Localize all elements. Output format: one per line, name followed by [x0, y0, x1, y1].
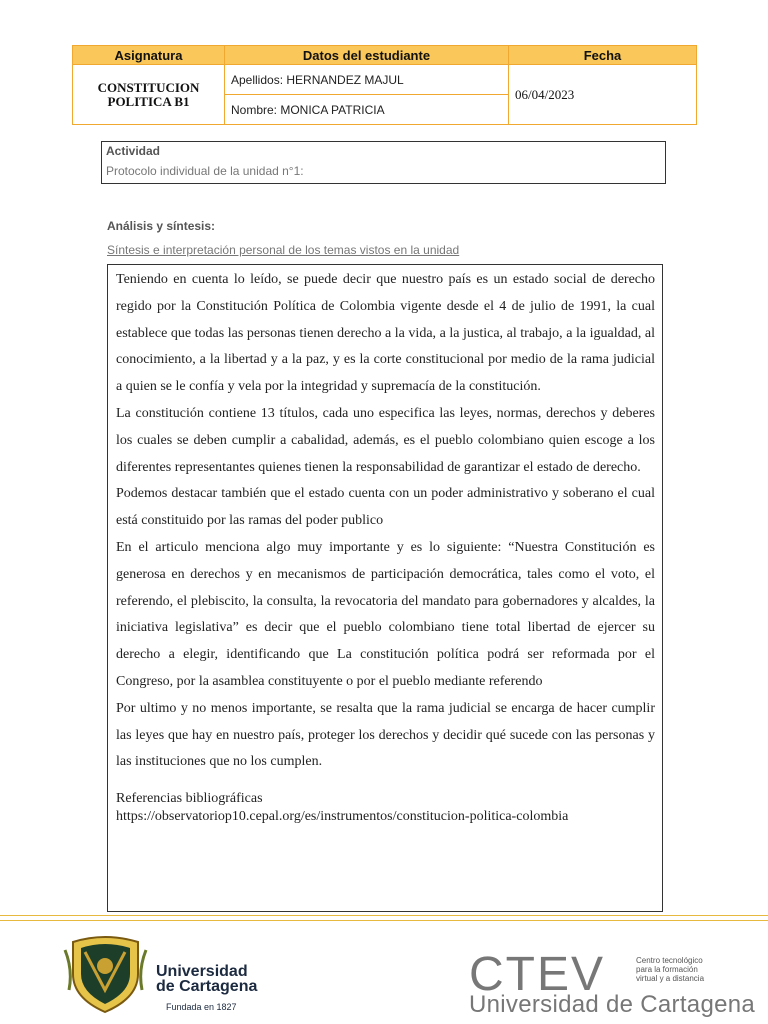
activity-title: Actividad [106, 144, 161, 158]
university-crest-icon [63, 930, 148, 1014]
subject-value: CONSTITUCION POLITICA B1 [73, 65, 225, 125]
svg-text:CTEV: CTEV [469, 952, 606, 994]
ctev-tagline: Centro tecnológico para la formación virtual y a distancia [636, 956, 705, 983]
surname-value: Apellidos: HERNANDEZ MAJUL [225, 65, 509, 95]
ctev-logo-icon [469, 952, 629, 994]
synthesis-paragraph: Podemos destacar también que el estado cuenta con un poder administrativo y soberano el cual está constituido por las ramas del poder publico [116, 486, 655, 529]
name-value: Nombre: MONICA PATRICIA [225, 95, 509, 125]
activity-subtitle: Protocolo individual de la unidad n°1: [106, 164, 304, 178]
references-title: Referencias bibliográficas [116, 791, 263, 807]
analysis-subtitle: Síntesis e interpretación personal de los temas vistos en la unidad [107, 243, 460, 257]
references-link[interactable]: https://observatoriop10.cepal.org/es/instrumentos/constitucion-politica-colombia [116, 809, 569, 825]
footer-divider [0, 915, 768, 916]
synthesis-paragraph: La constitución contiene 13 títulos, cada uno especifica las leyes, normas, derechos y deberes los cuales se deben cumplir a cabalidad, además, es el pueblo colombiano quien escoge a los diferentes representantes quienes tienen la responsabilidad de garantizar el estado de derecho. [116, 405, 655, 475]
subject-column-header: Asignatura [73, 46, 225, 65]
date-column-header: Fecha [509, 46, 697, 65]
activity-box [101, 141, 666, 184]
student-column-header: Datos del estudiante [225, 46, 509, 65]
ctev-university-name: Universidad de Cartagena [469, 991, 756, 1018]
university-founded: Fundada en 1827 [166, 1002, 237, 1012]
university-name: Universidad de Cartagena [156, 963, 258, 995]
student-header-table [72, 45, 696, 124]
synthesis-paragraph: En el articulo menciona algo muy importante y es lo siguiente: “Nuestra Constitución es generosa en derechos y en mecanismos de participación democrática, tales como el voto, el referendo, el plebiscito, la consulta, la revocatoria del mandato para gobernadores y alcaldes, la iniciativa legislativa” es decir que el pueblo colombiano tiene total libertad de ejercer su derecho a elegir, identificando que La constitución política podrá ser reformada por el Congreso, por la asamblea constituyente o por el pueblo mediante referendo [116, 539, 655, 689]
synthesis-text-box [107, 264, 663, 912]
analysis-title: Análisis y síntesis: [107, 219, 216, 233]
synthesis-paragraph: Por ultimo y no menos importante, se resalta que la rama judicial se encarga de hacer cumplir las leyes que hay en nuestro país, proteger los derechos y decidir qué sucede con las personas y las instituciones que no los cumplen. [116, 700, 655, 770]
synthesis-paragraph: Teniendo en cuenta lo leído, se puede decir que nuestro país es un estado social de derecho regido por la Constitución Política de Colombia vigente desde el 4 de julio de 1991, la cual establece que todas las personas tienen derecho a la vida, a la justica, al trabajo, a la igualdad, al conocimiento, a la libertad y a la paz, y es la corte constitucional por medio de la rama judicial a quien se le confía y vela por la integridad y supremacía de la constitución. [116, 272, 655, 395]
footer-divider [0, 920, 768, 921]
date-value: 06/04/2023 [509, 65, 697, 125]
